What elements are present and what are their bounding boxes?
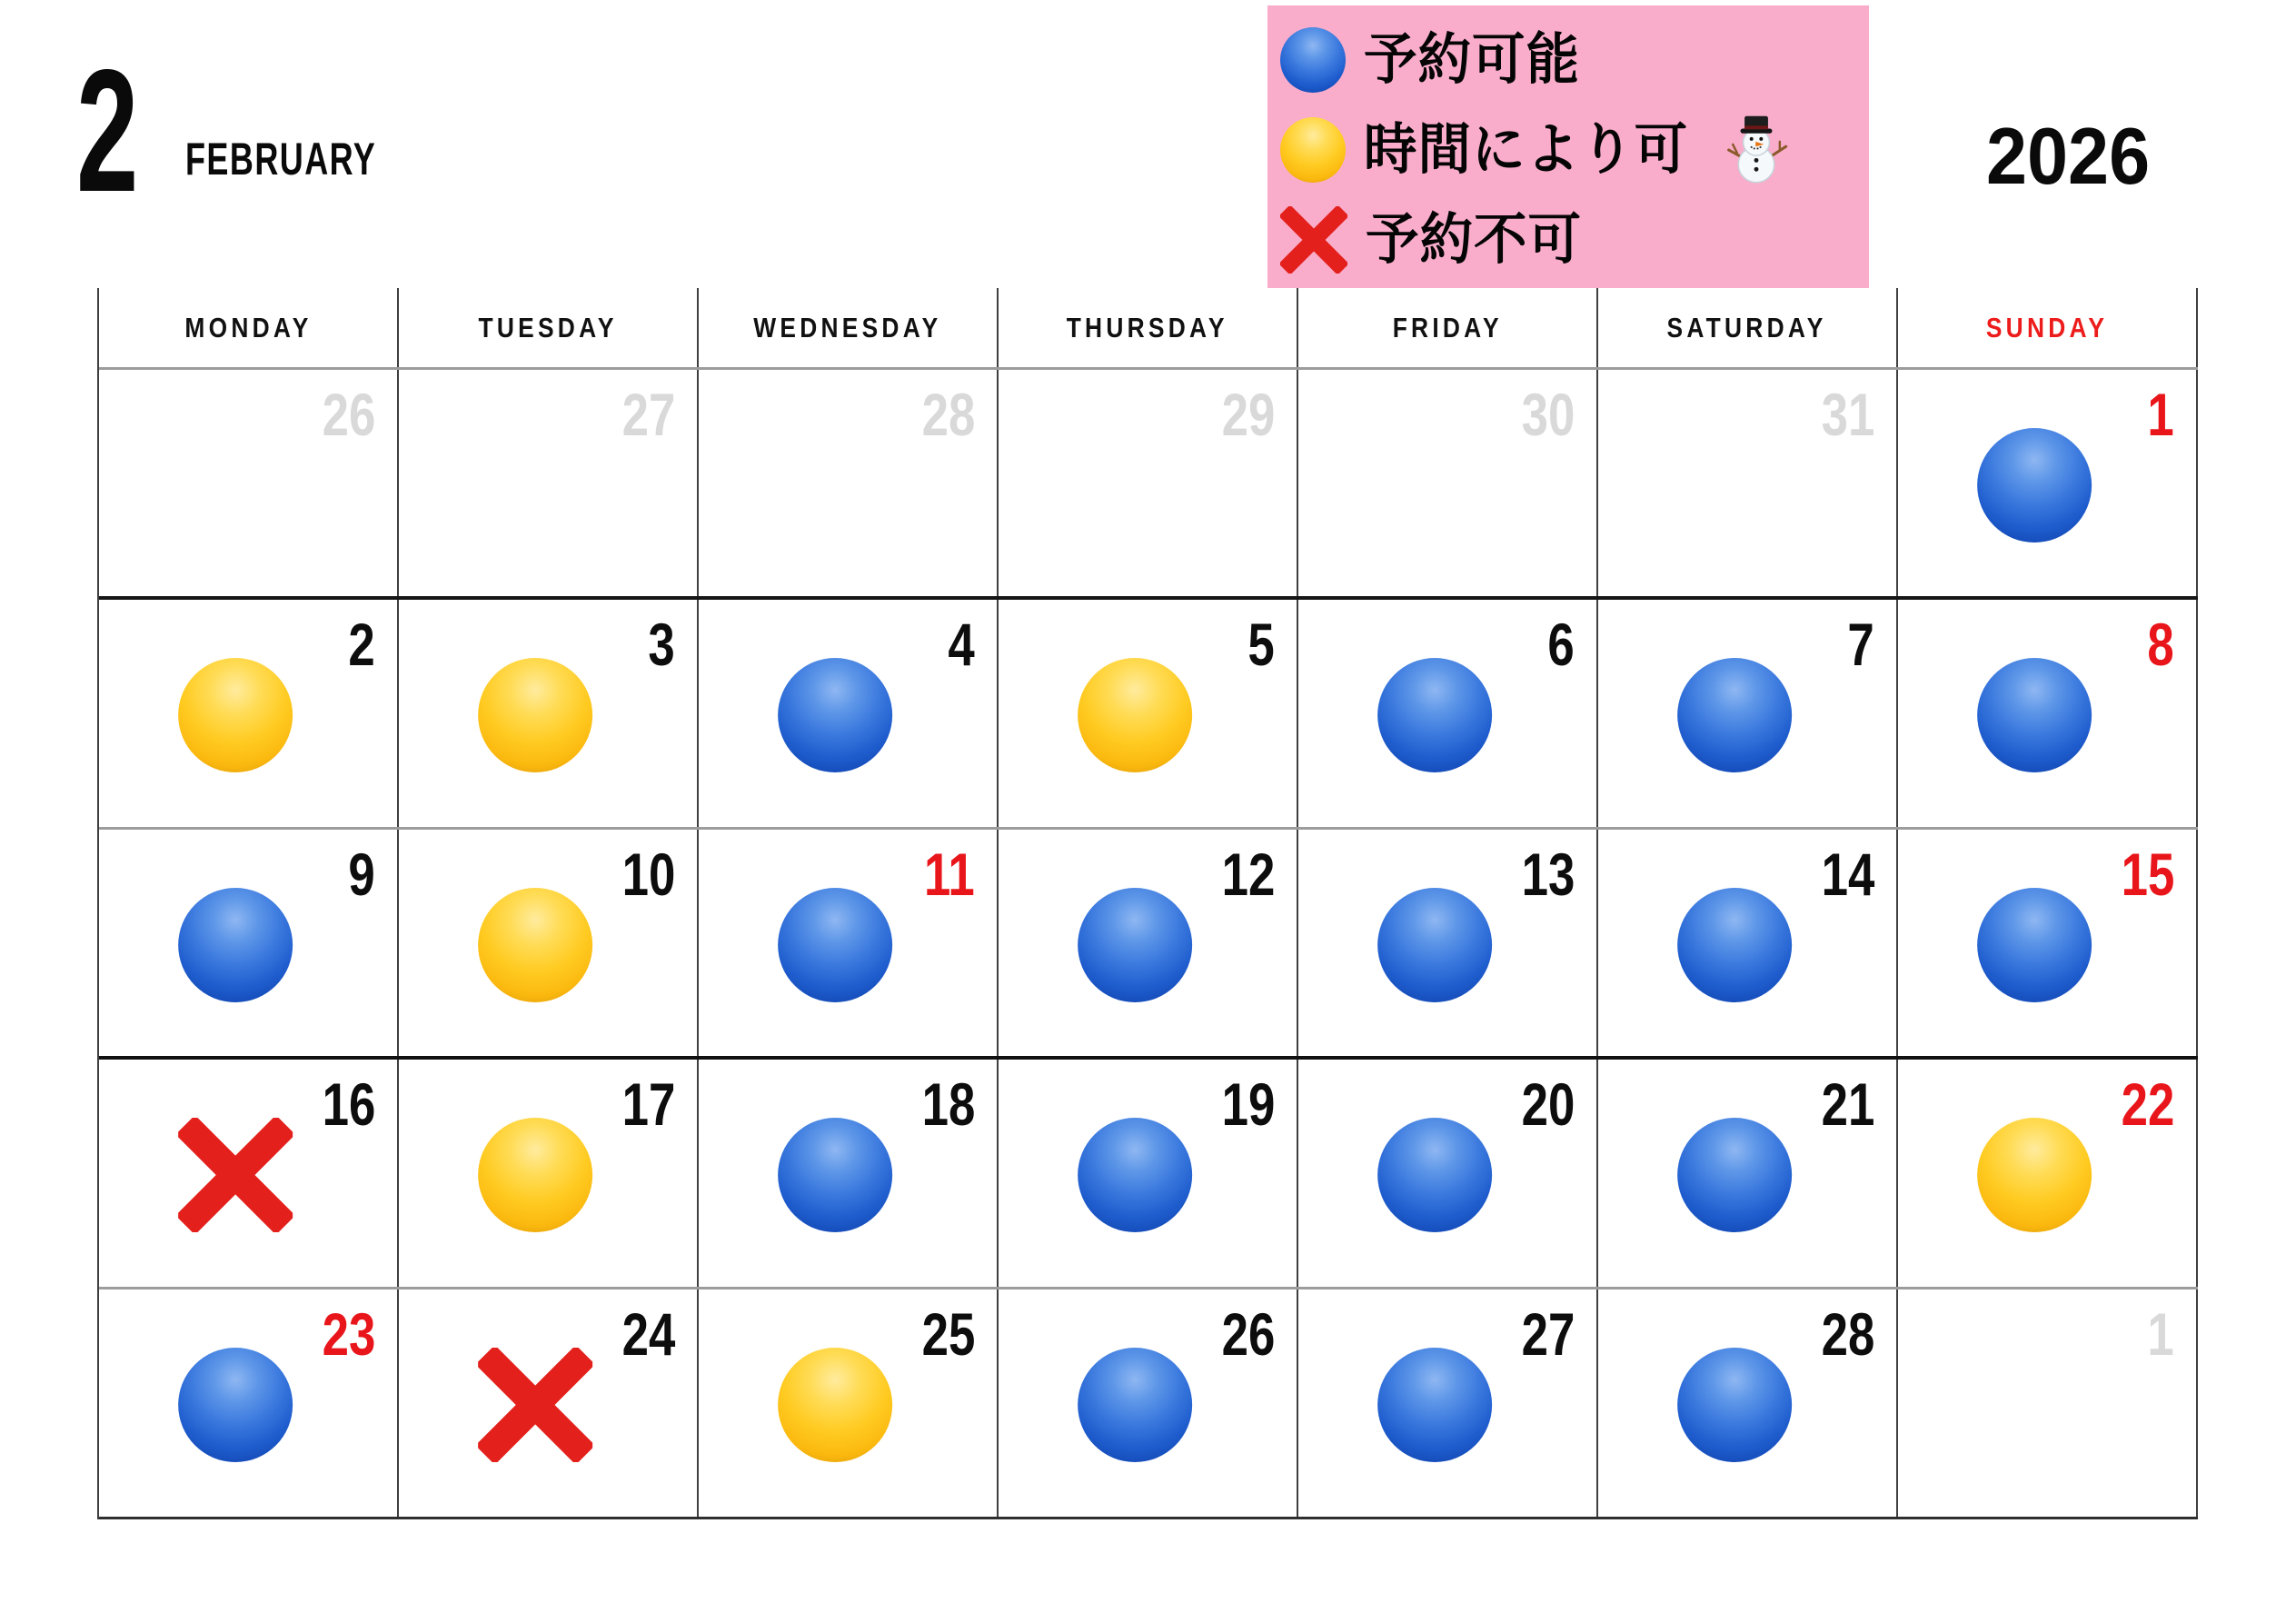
day-number: 3 — [648, 611, 675, 678]
blue-circle-icon — [1977, 658, 2092, 772]
day-number: 24 — [621, 1300, 675, 1368]
day-cell-17[interactable] — [399, 1060, 699, 1287]
day-cell-20[interactable] — [1298, 1060, 1598, 1287]
day-cell-7[interactable] — [1598, 600, 1898, 827]
weekday-label: MONDAY — [184, 312, 313, 344]
day-cell-adjacent-27[interactable] — [399, 370, 699, 596]
day-number: 31 — [1821, 381, 1874, 448]
weekday-label: SUNDAY — [1985, 312, 2109, 344]
blue-circle-icon — [178, 888, 293, 1002]
day-number: 25 — [921, 1300, 975, 1368]
day-number: 15 — [2121, 841, 2174, 908]
blue-circle-icon — [1377, 1348, 1492, 1462]
status-unavailable-x-icon — [478, 1348, 592, 1462]
day-number: 9 — [348, 841, 375, 908]
calendar-week-row — [99, 370, 2198, 600]
weekday-header-friday — [1298, 288, 1598, 367]
status-unavailable-x-icon — [178, 1118, 293, 1232]
day-cell-27[interactable] — [1298, 1289, 1598, 1517]
status-conditional-yellow-circle-icon — [478, 888, 592, 1002]
day-cell-6[interactable] — [1298, 600, 1598, 827]
blue-circle-icon — [1677, 658, 1792, 772]
year-label: 2026 — [1986, 111, 2151, 201]
day-cell-26[interactable] — [999, 1289, 1298, 1517]
blue-circle-icon — [1078, 1118, 1192, 1232]
day-number: 29 — [1221, 381, 1275, 448]
day-cell-14[interactable] — [1598, 830, 1898, 1056]
status-available-blue-circle-icon — [1677, 658, 1792, 772]
day-cell-9[interactable] — [99, 830, 399, 1056]
day-number: 28 — [1821, 1300, 1874, 1368]
day-cell-1[interactable] — [1898, 370, 2198, 596]
day-cell-8[interactable] — [1898, 600, 2198, 827]
legend-item-available — [1280, 15, 1869, 105]
day-cell-25[interactable] — [699, 1289, 999, 1517]
weekday-header-monday — [99, 288, 399, 367]
day-cell-adjacent-31[interactable] — [1598, 370, 1898, 596]
status-available-blue-circle-icon — [1377, 888, 1492, 1002]
status-conditional-yellow-circle-icon — [178, 658, 293, 772]
status-conditional-yellow-circle-icon — [1977, 1118, 2092, 1232]
status-available-blue-circle-icon — [1377, 1118, 1492, 1232]
status-conditional-yellow-circle-icon — [1078, 658, 1192, 772]
calendar-week-row — [99, 600, 2198, 830]
calendar-week-row — [99, 1289, 2198, 1519]
day-number: 2 — [348, 611, 375, 678]
weekday-header-sunday — [1898, 288, 2198, 367]
legend-item-unavailable — [1280, 194, 1869, 284]
day-cell-15[interactable] — [1898, 830, 2198, 1056]
snowman-icon — [1722, 115, 1791, 184]
day-cell-16[interactable] — [99, 1060, 399, 1287]
day-cell-13[interactable] — [1298, 830, 1598, 1056]
day-number: 30 — [1521, 381, 1575, 448]
blue-circle-icon — [1377, 1118, 1492, 1232]
day-cell-adjacent-26[interactable] — [99, 370, 399, 596]
yellow-circle-icon — [1280, 117, 1346, 183]
day-number: 28 — [921, 381, 975, 448]
weekday-header-saturday — [1598, 288, 1898, 367]
legend-item-conditional — [1280, 105, 1869, 194]
status-conditional-yellow-circle-icon — [778, 1348, 892, 1462]
day-number: 16 — [322, 1070, 375, 1138]
day-cell-11[interactable] — [699, 830, 999, 1056]
weekday-label: THURSDAY — [1067, 312, 1228, 344]
weekday-label: TUESDAY — [478, 312, 618, 344]
blue-circle-icon — [1280, 27, 1346, 93]
weekday-header-wednesday — [699, 288, 999, 367]
legend-label-available: 予約可能 — [1364, 28, 1581, 90]
day-number: 27 — [1521, 1300, 1575, 1368]
day-number: 1 — [2147, 1300, 2174, 1368]
day-number: 4 — [948, 611, 975, 678]
status-available-blue-circle-icon — [1977, 658, 2092, 772]
day-cell-23[interactable] — [99, 1289, 399, 1517]
legend-label-conditional: 時間により可 — [1364, 118, 1689, 180]
day-cell-5[interactable] — [999, 600, 1298, 827]
blue-circle-icon — [1377, 888, 1492, 1002]
day-number: 8 — [2147, 611, 2174, 678]
status-available-blue-circle-icon — [778, 658, 892, 772]
blue-circle-icon — [1677, 888, 1792, 1002]
blue-circle-icon — [178, 1348, 293, 1462]
day-number: 11 — [924, 841, 975, 908]
yellow-circle-icon — [1977, 1118, 2092, 1232]
day-cell-18[interactable] — [699, 1060, 999, 1287]
day-number: 12 — [1221, 841, 1275, 908]
weekday-label: FRIDAY — [1392, 312, 1503, 344]
day-number: 17 — [621, 1070, 675, 1138]
day-number: 22 — [2121, 1070, 2174, 1138]
day-cell-21[interactable] — [1598, 1060, 1898, 1287]
day-cell-adjacent-30[interactable] — [1298, 370, 1598, 596]
day-cell-adjacent-28[interactable] — [699, 370, 999, 596]
blue-circle-icon — [1977, 428, 2092, 543]
status-conditional-yellow-circle-icon — [478, 658, 592, 772]
day-number: 19 — [1221, 1070, 1275, 1138]
day-cell-adjacent-29[interactable] — [999, 370, 1298, 596]
day-cell-adjacent-1[interactable] — [1898, 1289, 2198, 1517]
month-name: FEBRUARY — [185, 134, 377, 184]
day-number: 26 — [1221, 1300, 1275, 1368]
day-number: 7 — [1847, 611, 1874, 678]
status-available-blue-circle-icon — [778, 1118, 892, 1232]
calendar-week-row — [99, 830, 2198, 1060]
status-available-blue-circle-icon — [1078, 888, 1192, 1002]
day-cell-3[interactable] — [399, 600, 699, 827]
status-available-blue-circle-icon — [1377, 1348, 1492, 1462]
day-cell-28[interactable] — [1598, 1289, 1898, 1517]
day-number: 23 — [322, 1300, 375, 1368]
day-number: 14 — [1821, 841, 1874, 908]
blue-circle-icon — [1377, 658, 1492, 772]
calendar-grid — [97, 288, 2198, 1519]
calendar-week-row — [99, 1060, 2198, 1289]
day-number: 27 — [621, 381, 675, 448]
red-x-icon — [1280, 206, 1347, 274]
blue-circle-icon — [1078, 888, 1192, 1002]
yellow-circle-icon — [778, 1348, 892, 1462]
status-available-blue-circle-icon — [1977, 428, 2092, 543]
status-available-blue-circle-icon — [1677, 1348, 1792, 1462]
status-available-blue-circle-icon — [1377, 658, 1492, 772]
weekday-label: WEDNESDAY — [753, 312, 942, 344]
legend-label-unavailable: 予約不可 — [1366, 208, 1583, 270]
day-cell-24[interactable] — [399, 1289, 699, 1517]
day-cell-22[interactable] — [1898, 1060, 2198, 1287]
legend-box — [1267, 5, 1869, 290]
blue-circle-icon — [1677, 1348, 1792, 1462]
weekday-header-tuesday — [399, 288, 699, 367]
day-cell-2[interactable] — [99, 600, 399, 827]
status-available-blue-circle-icon — [1078, 1118, 1192, 1232]
weekday-header-row — [99, 288, 2198, 370]
day-number: 13 — [1521, 841, 1575, 908]
day-number: 5 — [1247, 611, 1275, 678]
blue-circle-icon — [778, 1118, 892, 1232]
day-cell-19[interactable] — [999, 1060, 1298, 1287]
day-number: 26 — [322, 381, 375, 448]
weekday-header-thursday — [999, 288, 1298, 367]
blue-circle-icon — [778, 888, 892, 1002]
red-x-icon — [178, 1118, 293, 1232]
blue-circle-icon — [1078, 1348, 1192, 1462]
yellow-circle-icon — [1078, 658, 1192, 772]
day-cell-4[interactable] — [699, 600, 999, 827]
yellow-circle-icon — [478, 888, 592, 1002]
day-cell-10[interactable] — [399, 830, 699, 1056]
day-number: 6 — [1547, 611, 1575, 678]
status-available-blue-circle-icon — [1977, 888, 2092, 1002]
blue-circle-icon — [1977, 888, 2092, 1002]
status-available-blue-circle-icon — [1677, 1118, 1792, 1232]
day-number: 10 — [621, 841, 675, 908]
status-available-blue-circle-icon — [1677, 888, 1792, 1002]
red-x-icon — [478, 1348, 592, 1462]
day-number: 18 — [921, 1070, 975, 1138]
yellow-circle-icon — [478, 658, 592, 772]
status-available-blue-circle-icon — [1078, 1348, 1192, 1462]
day-number: 21 — [1821, 1070, 1874, 1138]
month-number: 2 — [76, 33, 139, 228]
day-number: 20 — [1521, 1070, 1575, 1138]
status-conditional-yellow-circle-icon — [478, 1118, 592, 1232]
status-available-blue-circle-icon — [178, 1348, 293, 1462]
weekday-label: SATURDAY — [1666, 312, 1828, 344]
blue-circle-icon — [778, 658, 892, 772]
status-available-blue-circle-icon — [778, 888, 892, 1002]
blue-circle-icon — [1677, 1118, 1792, 1232]
yellow-circle-icon — [178, 658, 293, 772]
status-available-blue-circle-icon — [178, 888, 293, 1002]
day-cell-12[interactable] — [999, 830, 1298, 1056]
yellow-circle-icon — [478, 1118, 592, 1232]
day-number: 1 — [2147, 381, 2174, 448]
